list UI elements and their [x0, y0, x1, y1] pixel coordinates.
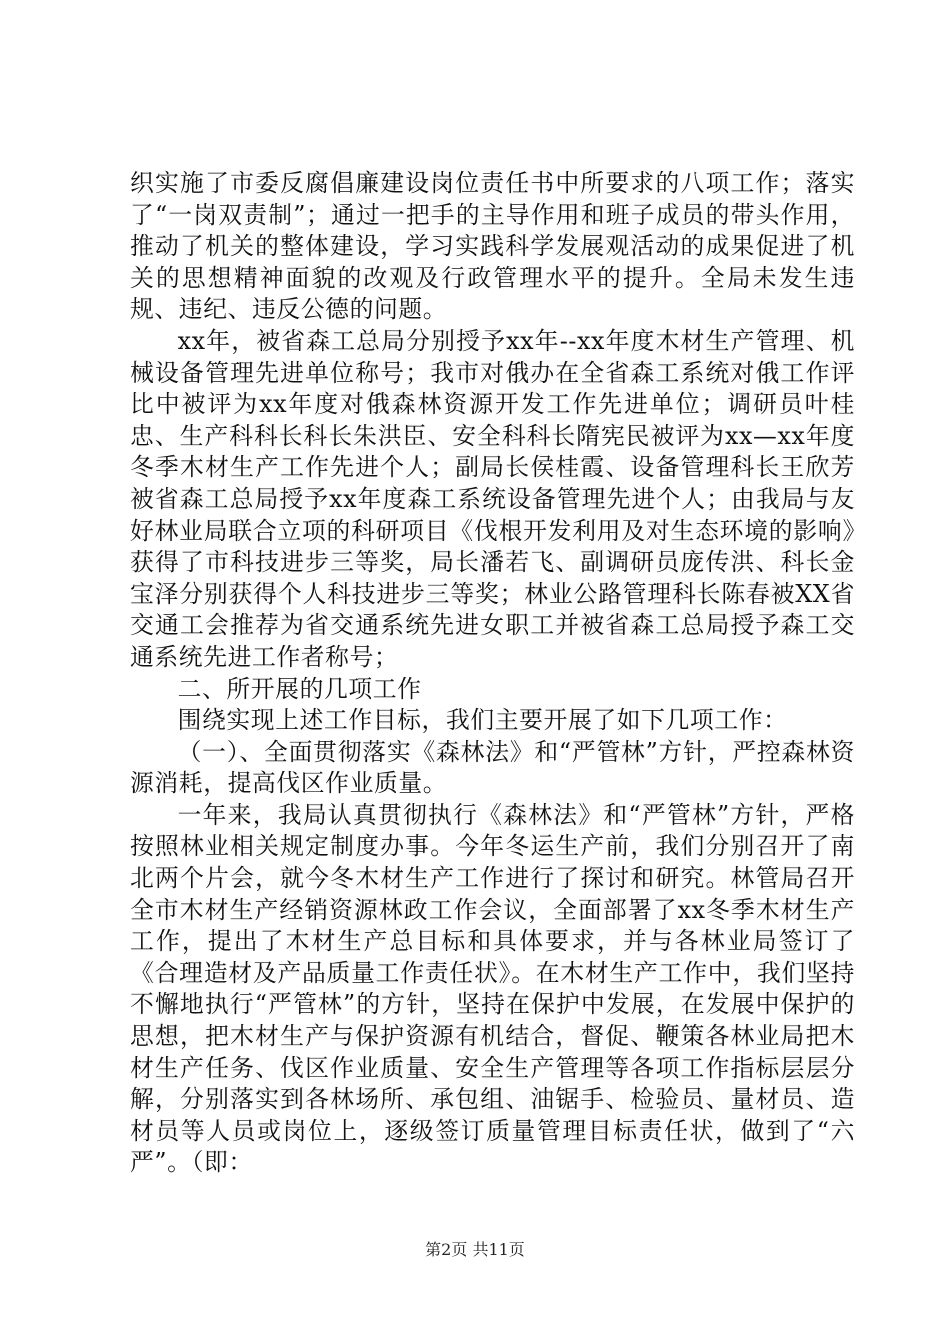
paragraph-awards: xx年，被省森工总局分别授予xx年--xx年度木材生产管理、机械设备管理先进单位称号；我市对俄办在全省森工系统对俄工作评比中被评为xx年度对俄森林资源开发工作先进单位；调研员叶桂忠、生产科科长科长朱洪臣、安全科科长隋宪民被评为xx—xx年度冬季木材生产工作先进个人；副局长侯桂霞、设备管理科长王欣芳被省森工总局授予xx年度森工系统设备管理先进个人；由我局与友好林业局联合立项的科研项目《伐根开发利用及对生态环境的影响》获得了市科技进步三等奖，局长潘若飞、副调研员庞传洪、科长金宝泽分别获得个人科技进步三等奖；林业公路管理科长陈春被XX省交通工会推荐为省交通系统先进女职工并被省森工总局授予森工交通系统先进工作者称号； [130, 326, 855, 671]
paragraph-forest-law: 一年来，我局认真贯彻执行《森林法》和“严管林”方针，严格按照林业相关规定制度办事。今年冬运生产前，我们分别召开了南北两个片会，就今冬木材生产工作进行了探讨和研究。林管局召开全市木材生产经销资源林政工作会议，全面部署了xx冬季木材生产工作，提出了木材生产总目标和具体要求，并与各林业局签订了《合理造材及产品质量工作责任状》。在木材生产工作中，我们坚持不懈地执行“严管林”的方针，坚持在保护中发展，在发展中保护的思想，把木材生产与保护资源有机结合，督促、鞭策各林业局把木材生产任务、伐区作业质量、安全生产管理等各项工作指标层层分解，分别落实到各林场所、承包组、油锯手、检验员、量材员、造材员等人员或岗位上，逐级签订质量管理目标责任状，做到了“六严”。（即： [130, 800, 855, 1177]
paragraph-intro: 围绕实现上述工作目标，我们主要开展了如下几项工作： [177, 706, 788, 735]
document-body [130, 168, 855, 1179]
paragraph-continuation: 织实施了市委反腐倡廉建设岗位责任书中所要求的八项工作；落实了“一岗双责制”；通过一把手的主导作用和班子成员的带头作用，推动了机关的整体建设，学习实践科学发展观活动的成果促进了机关的思想精神面貌的改观及行政管理水平的提升。全局未发生违规、违纪、违反公德的问题。 [130, 169, 855, 324]
section-heading: 二、所开展的几项工作 [177, 674, 422, 703]
page-number-footer: 第2页 共11页 [425, 1240, 525, 1259]
subsection-heading: （一）、全面贯彻落实《森林法》和“严管林”方针，严控森林资源消耗，提高伐区作业质量。 [130, 737, 855, 798]
